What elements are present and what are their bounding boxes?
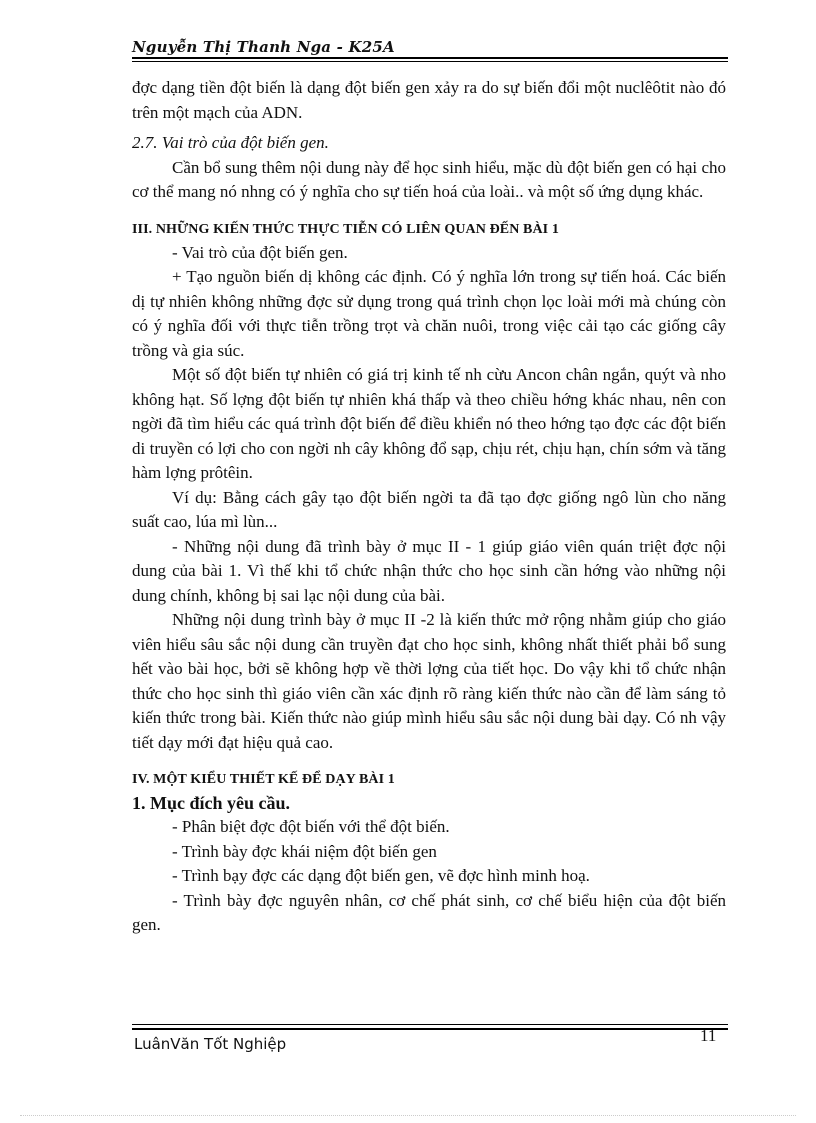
paragraph-section-II-1: - Những nội dung đã trình bày ở mục II - 1 giúp giáo viên quán triệt đợc nội dung của bài 1. Vì thế khi tổ chức nhận thức cho học sinh cần hớng vào những nội dung chính, không bị sai lạc nội dung của bài. xyxy=(132,536,726,605)
section-heading-IV: IV. MỘT KIỂU THIẾT KẾ ĐỂ DẠY BÀI 1 xyxy=(132,772,395,787)
bullet-role: - Vai trò của đột biến gen. xyxy=(172,242,348,262)
subheading-2-7: 2.7. Vai trò của đột biến gen. xyxy=(132,133,329,152)
objective-item: - Phân biệt đợc đột biến với thể đột biến. xyxy=(172,817,450,836)
page-number: 11 xyxy=(700,1026,717,1045)
paragraph-continued: đợc dạng tiền đột biến là dạng đột biến gen xảy ra do sự biến đổi một nuclêôtit nào đó trên một mạch của ADN. xyxy=(132,78,726,122)
paragraph-natural-mutations: Một số đột biến tự nhiên có giá trị kinh tế nh cừu Ancon chân ngắn, quýt và nho không hạt. Số lợng đột biến tự nhiên khá thấp và theo chiều hớng khác nhau, nên con ngời đã tìm hiểu các quá trình đột biến để điều khiển nó theo hớng tạo đợc các đột biến di truyền có lợi cho con ngời nh cây không đổ sạp, chịu rét, chịu hạn, chín sớm và tăng hàm lợng prôtêin. xyxy=(132,365,726,482)
section-heading-III: III. NHỮNG KIẾN THỨC THỰC TIỄN CÓ LIÊN QUAN ĐẾN BÀI 1 xyxy=(132,221,559,237)
footer-rule-thick xyxy=(132,1028,728,1030)
footer-rule-thin xyxy=(132,1024,728,1025)
paragraph-example: Ví dụ: Bằng cách gây tạo đột biến ngời ta đã tạo đợc giống ngô lùn cho năng suất cao, lúa mì lùn... xyxy=(132,487,726,531)
paragraph-role-of-mutation: Cần bổ sung thêm nội dung này để học sinh hiểu, mặc dù đột biến gen có hại cho cơ thể mang nó nhng có ý nghĩa cho sự tiến hoá của loài.. và một số ứng dụng khác. xyxy=(132,157,726,201)
objective-item: - Trình bạy đợc các dạng đột biến gen, vẽ đợc hình minh hoạ. xyxy=(172,866,590,885)
paragraph-section-II-2: Những nội dung trình bày ở mục II -2 là kiến thức mở rộng nhằm giúp cho giáo viên hiểu sâu sắc nội dung cần truyền đạt cho học sinh, không nhất thiết phải bổ sung hết vào bài học, bởi sẽ không hợp về thời lợng của tiết học. Do vậy khi tổ chức nhận thức cho học sinh thì giáo viên cần xác định rõ ràng kiến thức nào cần để làm sáng tỏ kiến thức trong bài. Kiến thức nào giúp mình hiểu sâu sắc nội dung bài dạy. Có nh vậy tiết dạy mới đạt hiệu quả cao. xyxy=(132,610,726,752)
document-body xyxy=(132,76,726,938)
header-rule-thin xyxy=(132,61,728,62)
subheading-1-objectives: 1. Mục đích yêu cầu. xyxy=(132,793,291,813)
objective-item: - Trình bày đợc nguyên nhân, cơ chế phát sinh, cơ chế biểu hiện của đột biến gen. xyxy=(132,890,726,934)
header-rule-thick xyxy=(132,57,728,59)
page-header-author: Nguyễn Thị Thanh Nga - K25A xyxy=(132,38,395,56)
objective-item: - Trình bày đợc khái niệm đột biến gen xyxy=(172,841,437,861)
page-bottom-border xyxy=(20,1115,796,1116)
footer-label: LuânVăn Tốt Nghiệp xyxy=(134,1035,287,1053)
paragraph-variation-source: + Tạo nguồn biến dị không các định. Có ý nghĩa lớn trong sự tiến hoá. Các biến dị tự nhiên không những đợc sử dụng trong quá trình chọn lọc loài mới mà chúng còn có ý nghĩa đối với thực tiễn trồng trọt và chăn nuôi, trong việc cải tạo các giống cây trồng và gia súc. xyxy=(132,267,726,360)
